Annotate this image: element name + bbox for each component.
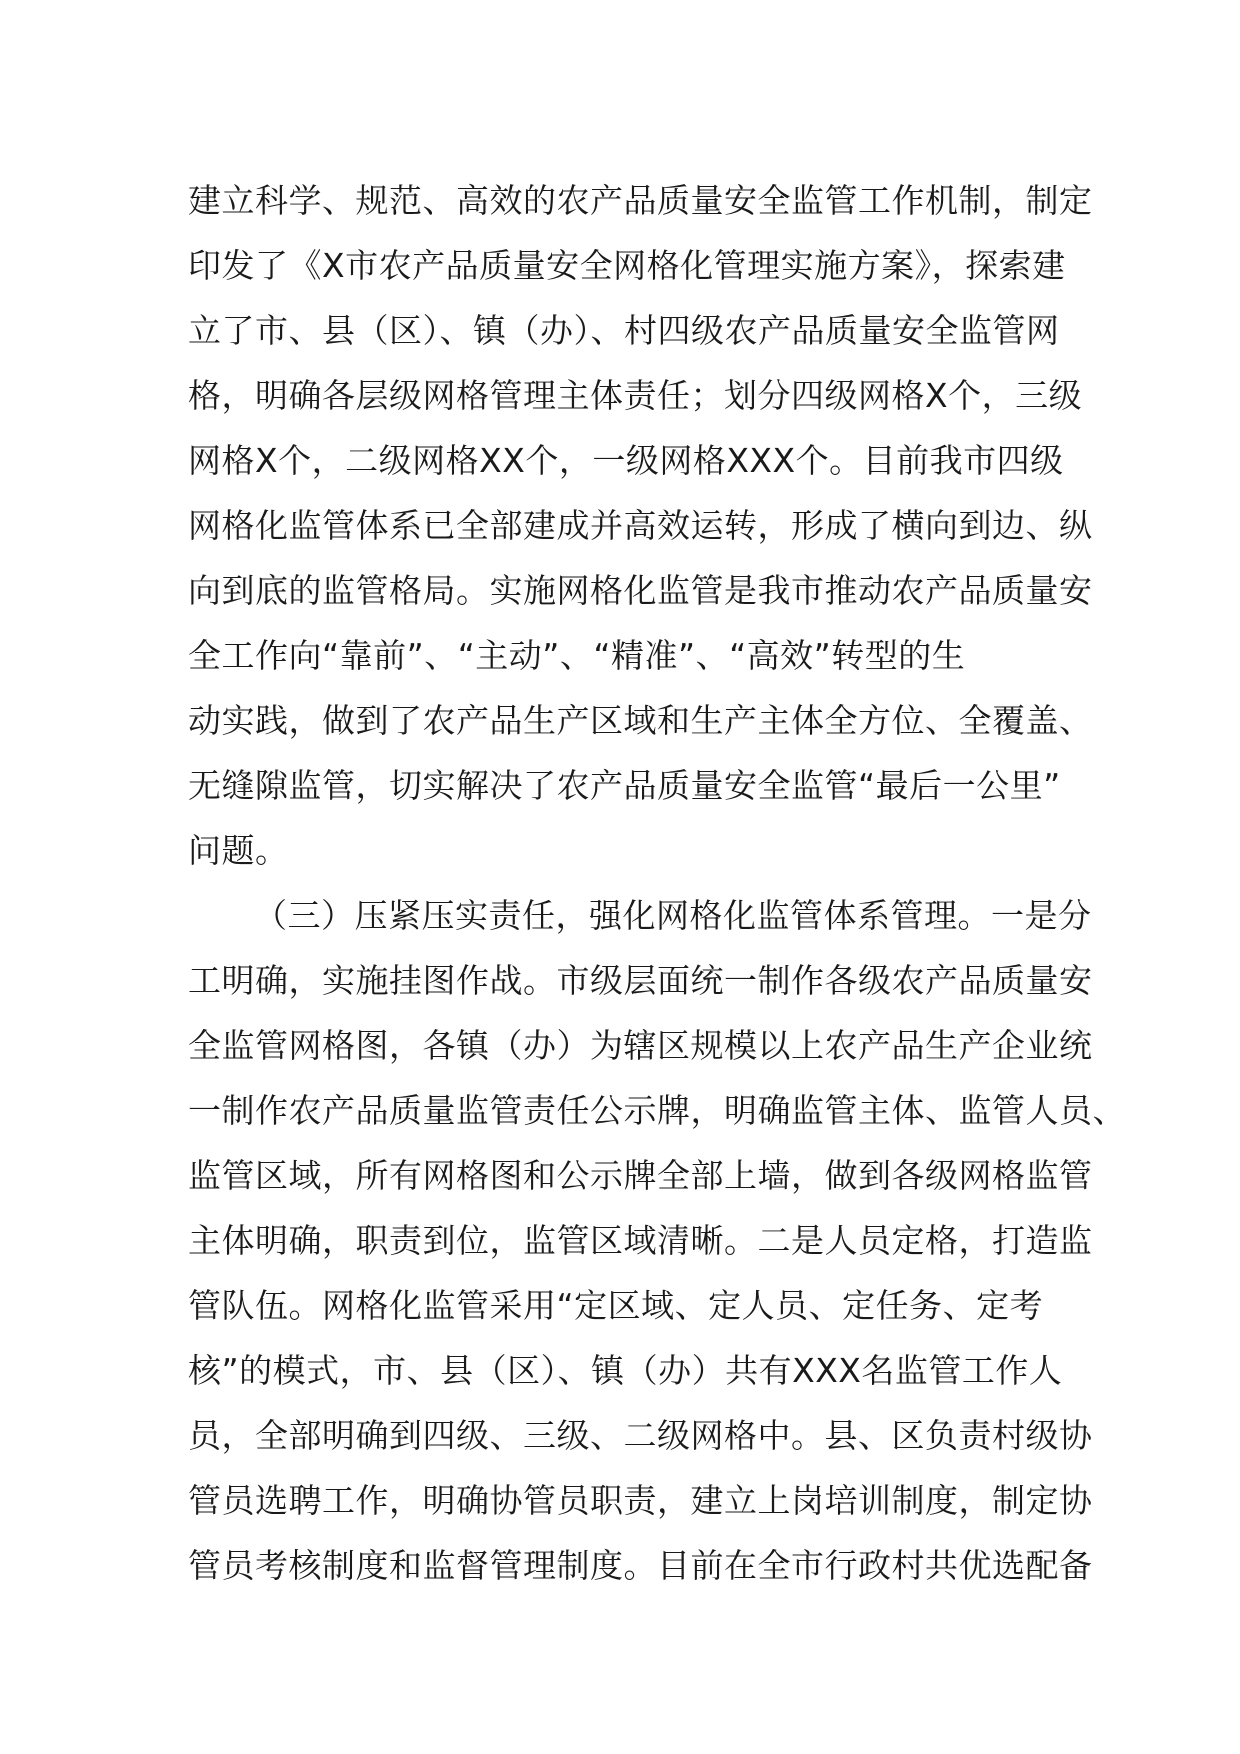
text-line: 监管区域，所有网格图和公示牌全部上墙，做到各级网格监管 — [188, 1156, 1093, 1195]
text-line: 工明确，实施挂图作战。市级层面统一制作各级农产品质量安 — [188, 961, 1093, 1000]
text-line: 立了市、县（区）、镇（办）、村四级农产品质量安全监管网 — [188, 311, 1060, 350]
text-line: 动实践，做到了农产品生产区域和生产主体全方位、全覆盖、 — [188, 701, 1093, 740]
text-line: 印发了《X市农产品质量安全网格化管理实施方案》，探索建 — [188, 246, 1066, 285]
section-heading-line: （三）压紧压实责任，强化网格化监管体系管理。一是分 — [254, 896, 1092, 935]
text-line: 网格化监管体系已全部建成并高效运转，形成了横向到边、纵 — [188, 506, 1093, 545]
text-line: 问题。 — [188, 831, 289, 870]
text-line: 建立科学、规范、高效的农产品质量安全监管工作机制，制定 — [188, 181, 1093, 220]
text-line: 一制作农产品质量监管责任公示牌，明确监管主体、监管人员、 — [188, 1091, 1126, 1130]
body-text — [188, 168, 1126, 1598]
text-line: 全工作向“靠前”、“主动”、“精准”、“高效”转型的生 — [188, 636, 966, 675]
text-line: 核”的模式，市、县（区）、镇（办）共有XXX名监管工作人 — [188, 1351, 1063, 1390]
text-line: 向到底的监管格局。实施网格化监管是我市推动农产品质量安 — [188, 571, 1093, 610]
text-line: 主体明确，职责到位，监管区域清晰。二是人员定格，打造监 — [188, 1221, 1093, 1260]
text-line: 格，明确各层级网格管理主体责任；划分四级网格X个，三级 — [188, 376, 1083, 415]
text-line: 全监管网格图，各镇（办）为辖区规模以上农产品生产企业统 — [188, 1026, 1093, 1065]
text-line: 管员考核制度和监督管理制度。目前在全市行政村共优选配备 — [188, 1546, 1093, 1585]
text-line: 管员选聘工作，明确协管员职责，建立上岗培训制度，制定协 — [188, 1481, 1093, 1520]
text-line: 员，全部明确到四级、三级、二级网格中。县、区负责村级协 — [188, 1416, 1093, 1455]
text-line: 管队伍。网格化监管采用“定区域、定人员、定任务、定考 — [188, 1286, 1044, 1325]
text-line: 网格X个，二级网格XX个，一级网格XXX个。目前我市四级 — [188, 441, 1064, 480]
text-line: 无缝隙监管，切实解决了农产品质量安全监管“最后一公里” — [188, 766, 1061, 805]
